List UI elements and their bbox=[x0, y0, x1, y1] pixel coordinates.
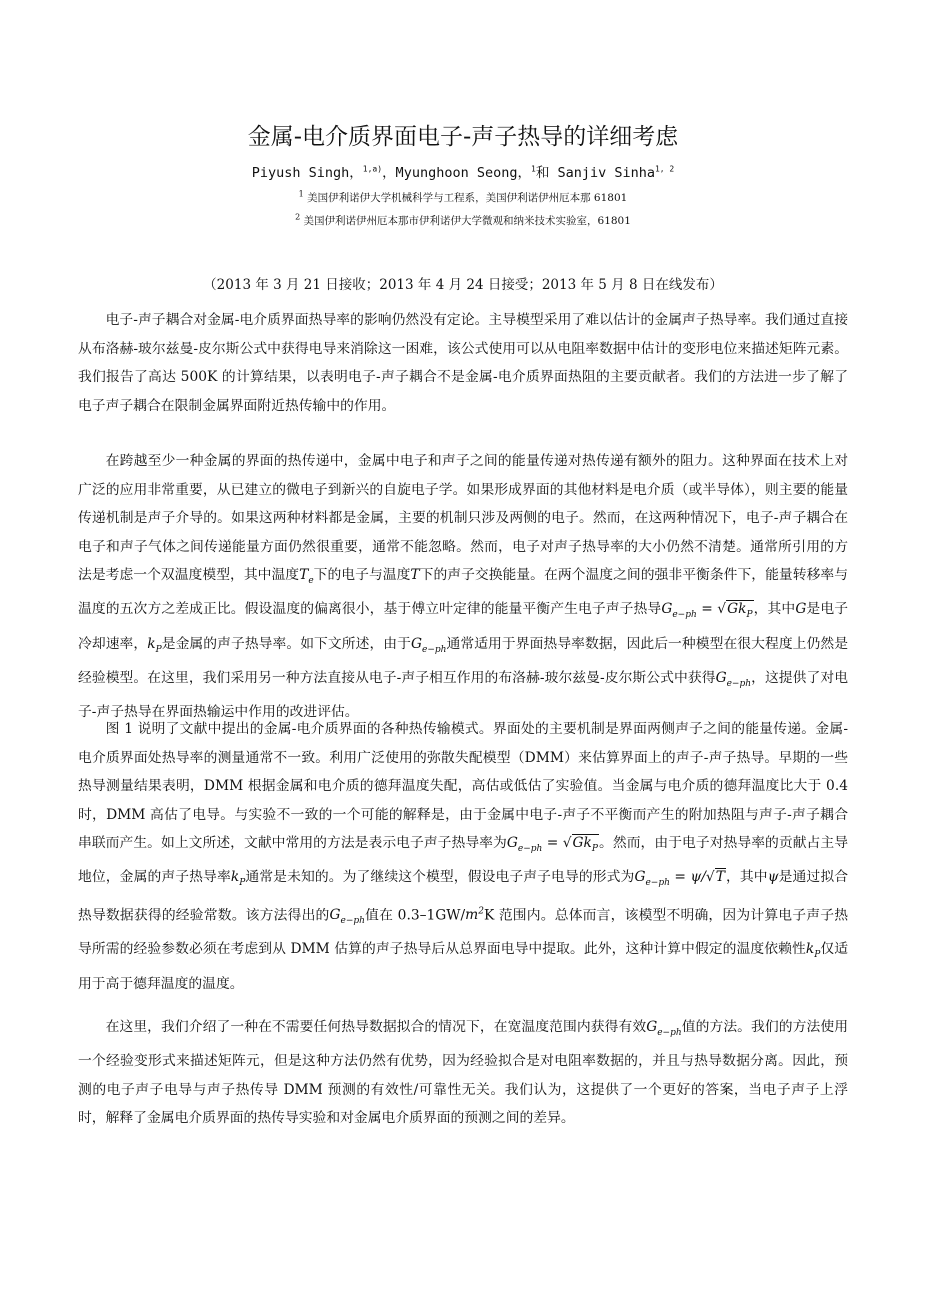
math-geph: $G_{e-ph}$ bbox=[646, 1019, 682, 1038]
math-kp: $k_P$ bbox=[805, 941, 821, 961]
p2-text: 。然而，由于电子对热导率的贡献占主导地位，金属的声子热导率 bbox=[78, 835, 848, 886]
author-2-mark: 1 bbox=[530, 164, 536, 174]
received-dates: （2013 年 3 月 21 日接收；2013 年 4 月 24 日接受；2013 年 5 月 8 日在线发布） bbox=[203, 277, 723, 293]
p2-text: 通常是未知的。为了继续这个模型，假设电子声子电导的形式为 bbox=[245, 869, 635, 886]
p2-text: 是通过拟合热导数据获得的经验常数。该方法得出的 bbox=[78, 869, 849, 924]
paragraph-1 bbox=[78, 447, 848, 727]
p1-text: ，这提供了对电子-声子热导在界面热输运中作用的改进评估。 bbox=[78, 669, 849, 720]
math-geph: $G_{e-ph}$ bbox=[715, 669, 752, 689]
p1-text: 是金属的声子热导率。如下文所述，由于 bbox=[161, 635, 411, 652]
math-t: T bbox=[410, 567, 420, 583]
math-geph-def: $G_{e-ph} = √Gk_P$ bbox=[506, 835, 598, 854]
math-m2: $m^2$ bbox=[465, 906, 484, 924]
p1-text: ，其中 bbox=[753, 601, 796, 618]
author-2: ，Myunghoon Seong， bbox=[382, 165, 531, 181]
p2-text: ，其中 bbox=[725, 869, 768, 886]
math-kp: $k_P$ bbox=[147, 635, 162, 655]
p1-text: 下的声子交换能量。在两个温度之间的强非平衡条件下，能量转移率与温度的五次方之差成正比。假设温度的偏离很小，基于傅立叶定律的能量平衡产生电子声子热导 bbox=[78, 567, 849, 618]
math-geph: $G_{e-ph}$ bbox=[410, 635, 447, 655]
math-g: G bbox=[795, 601, 807, 618]
p1-text: 通常适用于界面热导率数据，因此后一种模型在很大程度上仍然是经验模型。在这里，我们采用另一种方法直接从电子-声子相互作用的布洛赫-玻尔兹曼-皮尔斯公式中获得 bbox=[78, 635, 849, 686]
author-3-mark: 1, 2 bbox=[654, 164, 675, 174]
p1-text: 下的电子与温度 bbox=[313, 567, 411, 583]
p2-text: 图 1 说明了文献中提出的金属-电介质界面的各种热传输模式。界面处的主要机制是界面两侧声子之间的能量传递。金属-电介质界面处热导率的测量通常不一致。利用广泛使用的弥散失配模型（DMM）来估算界面上的声子-声子热导。早期的一些热导测量结果表明，DMM 根据金属和电介质的德拜温度失配，高估或低估了实验值。当金属与电介质的德拜温度比大于 0.4 时，DMM 高估了电导。与实验不一致的一个可能的解释是，由于金属中电子-声子不平衡而产生的附加热阻与声子-声子耦合串联而产生。如上文所述，文献中常用的方法是表示电子声子热导率为 bbox=[78, 721, 848, 851]
paragraph-3 bbox=[78, 1013, 848, 1133]
affiliation-1-text: 美国伊利诺伊大学机械科学与工程系，美国伊利诺伊州厄本那 61801 bbox=[307, 192, 628, 204]
p2-text: K 范围内。总体而言，该模型不明确，因为计算电子声子热导所需的经验参数必须在考虑到从 DMM 估算的声子热导后从总界面电导中提取。此外，这种计算中假定的温度依赖性 bbox=[78, 907, 848, 958]
math-kp: $k_P$ bbox=[230, 869, 246, 888]
math-geph: $G_{e-ph}$ bbox=[329, 907, 365, 926]
author-line bbox=[0, 163, 926, 183]
affiliation-2-mark: 2 bbox=[295, 212, 301, 222]
p3-text: 值的方法。我们的方法使用一个经验变形式来描述矩阵元，但是这种方法仍然有优势，因为经验拟合是对电阻率数据的，并且与热导数据分离。因此，预测的电子声子电导与声子热传导 DMM 预测的有效性/可靠性无关。我们认为，这提供了一个更好的答案，当电子声子上浮时，解释了金属电介质界面的热传导实验和对金属电介质界面的预测之间的差异。 bbox=[78, 1019, 849, 1127]
affiliation-2 bbox=[0, 213, 926, 229]
affiliation-1 bbox=[0, 190, 926, 206]
p1-text: 是电子冷却速率， bbox=[78, 601, 849, 652]
math-geph-def: $G_{e-ph} = √Gk_P$ bbox=[661, 601, 753, 620]
p3-text: 在这里，我们介绍了一种在不需要任何热导数据拟合的情况下，在宽温度范围内获得有效 bbox=[105, 1019, 647, 1035]
abstract: 电子-声子耦合对金属-电介质界面热导率的影响仍然没有定论。主导模型采用了难以估计的金属声子热导率。我们通过直接从布洛赫-玻尔兹曼-皮尔斯公式中获得电导来消除这一困难，该公式使用可以从电阻率数据中估计的变形电位来描述矩阵元素。我们报告了高达 500K 的计算结果，以表明电子-声子耦合不是金属-电介质界面热阻的主要贡献者。我们的方法进一步了解了电子声子耦合在限制金属界面附近热传输中的作用。 bbox=[78, 312, 848, 414]
p2-text: 仅适用于高于德拜温度的温度。 bbox=[78, 941, 849, 992]
author-3: 和 Sanjiv Sinha bbox=[535, 165, 655, 181]
affiliation-2-text: 美国伊利诺伊州厄本那市伊利诺伊大学微观和纳米技术实验室，61801 bbox=[303, 215, 631, 227]
paper-title: 金属-电介质界面电子-声子热导的详细考虑 bbox=[247, 124, 679, 150]
author-1-mark: 1,a) bbox=[362, 164, 383, 174]
math-geph-form: $G_{e-ph} = \psi/√T$ bbox=[634, 869, 725, 888]
affiliation-1-mark: 1 bbox=[298, 189, 304, 199]
p1-text: 在跨越至少一种金属的界面的热传递中，金属中电子和声子之间的能量传递对热传递有额外的阻力。这种界面在技术上对广泛的应用非常重要，从已建立的微电子到新兴的自旋电子学。如果形成界面的其他材料是电介质（或半导体），则主要的能量传递机制是声子介导的。如果这两种材料都是金属，主要的机制只涉及两侧的电子。然而，在这两种情况下，电子-声子耦合在电子和声子气体之间传递能量方面仍然很重要，通常不能忽略。然而，电子对声子热导率的大小仍然不清楚。通常所引用的方法是考虑一个双温度模型，其中温度 bbox=[78, 453, 848, 583]
author-1: Piyush Singh， bbox=[251, 165, 363, 181]
math-te: $T_e$ bbox=[299, 567, 314, 586]
paragraph-2 bbox=[78, 715, 848, 998]
p2-text: 值在 0.3–1GW/ bbox=[364, 907, 466, 924]
math-psi: ψ bbox=[767, 869, 779, 886]
